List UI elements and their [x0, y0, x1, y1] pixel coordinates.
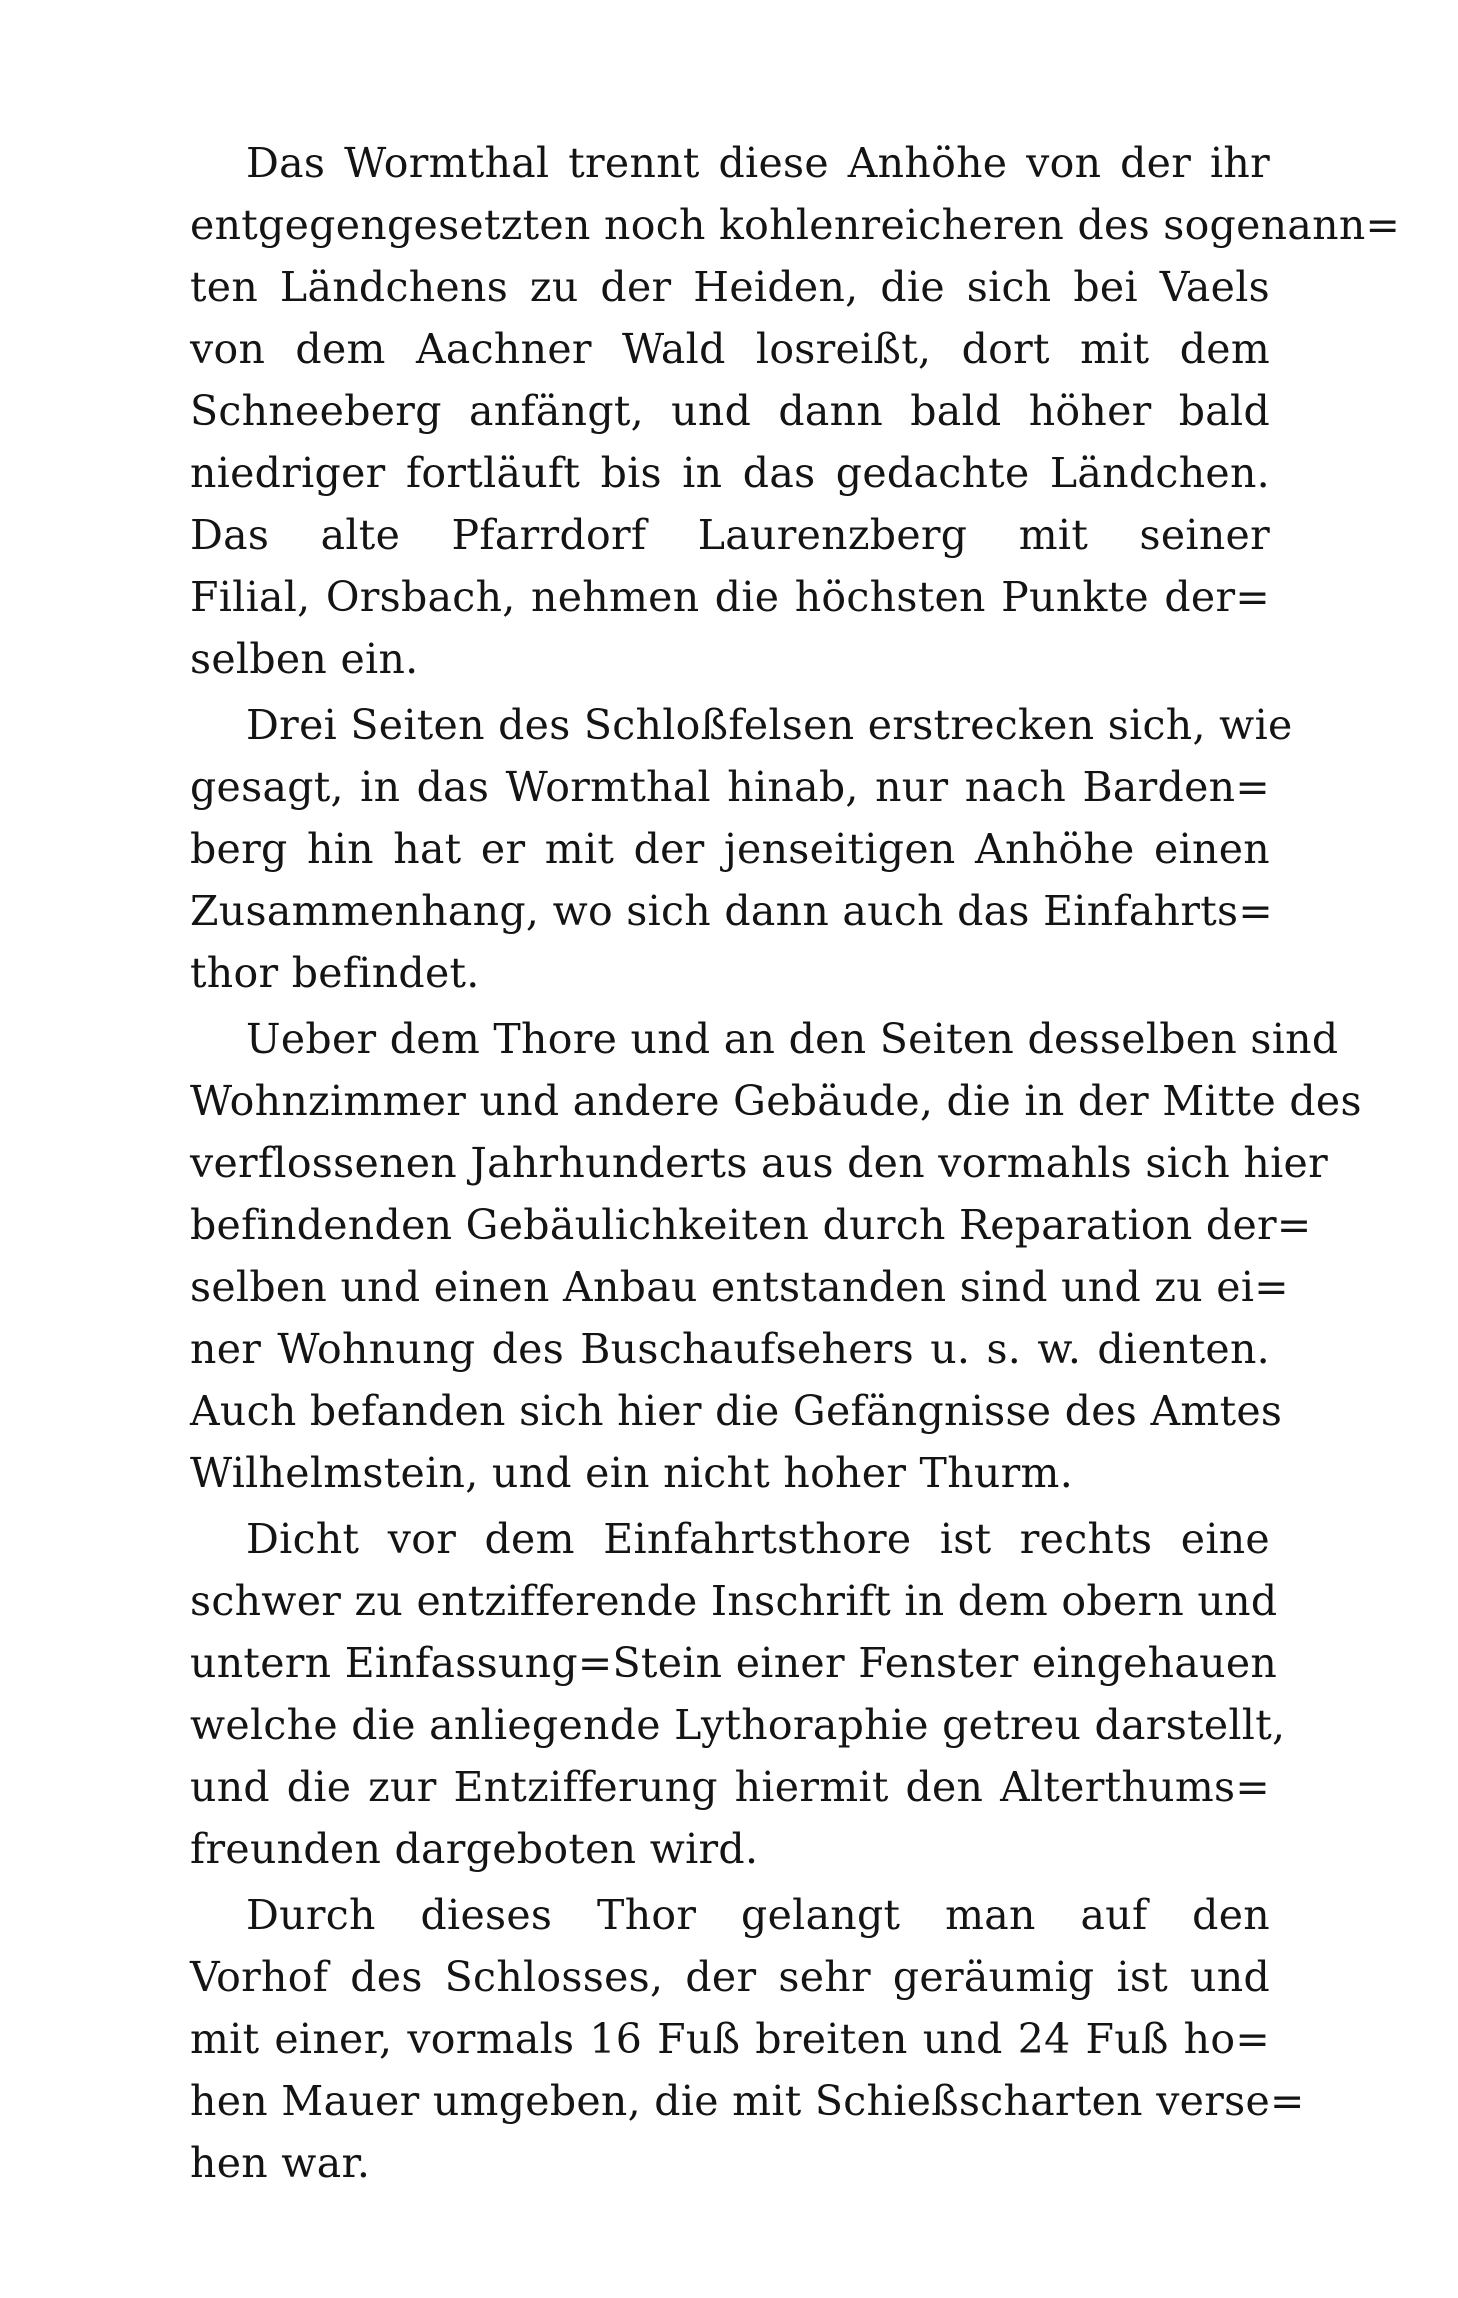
text-line: Wohnzimmer und andere Gebäude, die in der Mitte des — [190, 1077, 1362, 1125]
page-text — [190, 132, 1401, 2194]
text-line: selben ein. — [190, 635, 419, 683]
text-line: welche die anliegende Lythoraphie getreu darstellt, — [190, 1701, 1286, 1749]
paragraph-5 — [190, 1884, 1305, 2194]
text-line: Durch dieses Thor gelangt man auf den — [246, 1891, 1270, 1939]
text-line: niedriger fortläuft bis in das gedachte Ländchen. — [190, 449, 1270, 497]
text-line: hen Mauer umgeben, die mit Schießscharten verse= — [190, 2077, 1305, 2125]
text-line: hen war. — [190, 2139, 371, 2187]
text-line: und die zur Entzifferung hiermit den Alterthums= — [190, 1763, 1270, 1811]
text-line: thor befindet. — [190, 949, 480, 997]
text-line: von dem Aachner Wald losreißt, dort mit dem — [190, 325, 1270, 373]
text-line: Auch befanden sich hier die Gefängnisse des Amtes — [190, 1387, 1283, 1435]
text-line: ner Wohnung des Buschaufsehers u. s. w. dienten. — [190, 1325, 1270, 1373]
text-line: ten Ländchens zu der Heiden, die sich bei Vaels — [190, 263, 1270, 311]
text-line: Zusammenhang, wo sich dann auch das Einfahrts= — [190, 887, 1274, 935]
text-line: mit einer, vormals 16 Fuß breiten und 24 Fuß ho= — [190, 2015, 1270, 2063]
paragraph-1 — [190, 132, 1401, 690]
text-line: Ueber dem Thore und an den Seiten desselben sind — [246, 1015, 1339, 1063]
text-line: selben und einen Anbau entstanden sind und zu ei= — [190, 1263, 1289, 1311]
text-line: Filial, Orsbach, nehmen die höchsten Punkte der= — [190, 573, 1270, 621]
text-line: Wilhelmstein, und ein nicht hoher Thurm. — [190, 1449, 1074, 1497]
text-line: befindenden Gebäulichkeiten durch Reparation der= — [190, 1201, 1312, 1249]
text-line: Das Wormthal trennt diese Anhöhe von der ihr — [246, 139, 1270, 187]
text-line: entgegengesetzten noch kohlenreicheren des sogenann= — [190, 201, 1401, 249]
text-line: untern Einfassung=Stein einer Fenster eingehauen — [190, 1639, 1278, 1687]
paragraph-4 — [190, 1508, 1286, 1880]
text-line: Das alte Pfarrdorf Laurenzberg mit seiner — [190, 511, 1270, 559]
text-line: gesagt, in das Wormthal hinab, nur nach Barden= — [190, 763, 1270, 811]
text-line: freunden dargeboten wird. — [190, 1825, 759, 1873]
text-line: Drei Seiten des Schloßfelsen erstrecken sich, wie — [246, 701, 1293, 749]
paragraph-2 — [190, 694, 1293, 1004]
text-line: Vorhof des Schlosses, der sehr geräumig ist und — [190, 1953, 1270, 2001]
text-line: schwer zu entzifferende Inschrift in dem obern und — [190, 1577, 1278, 1625]
text-line: Dicht vor dem Einfahrtsthore ist rechts eine — [246, 1515, 1270, 1563]
text-line: Schneeberg anfängt, und dann bald höher bald — [190, 387, 1270, 435]
paragraph-3 — [190, 1008, 1362, 1504]
text-line: berg hin hat er mit der jenseitigen Anhöhe einen — [190, 825, 1270, 873]
text-line: verflossenen Jahrhunderts aus den vormahls sich hier — [190, 1139, 1328, 1187]
